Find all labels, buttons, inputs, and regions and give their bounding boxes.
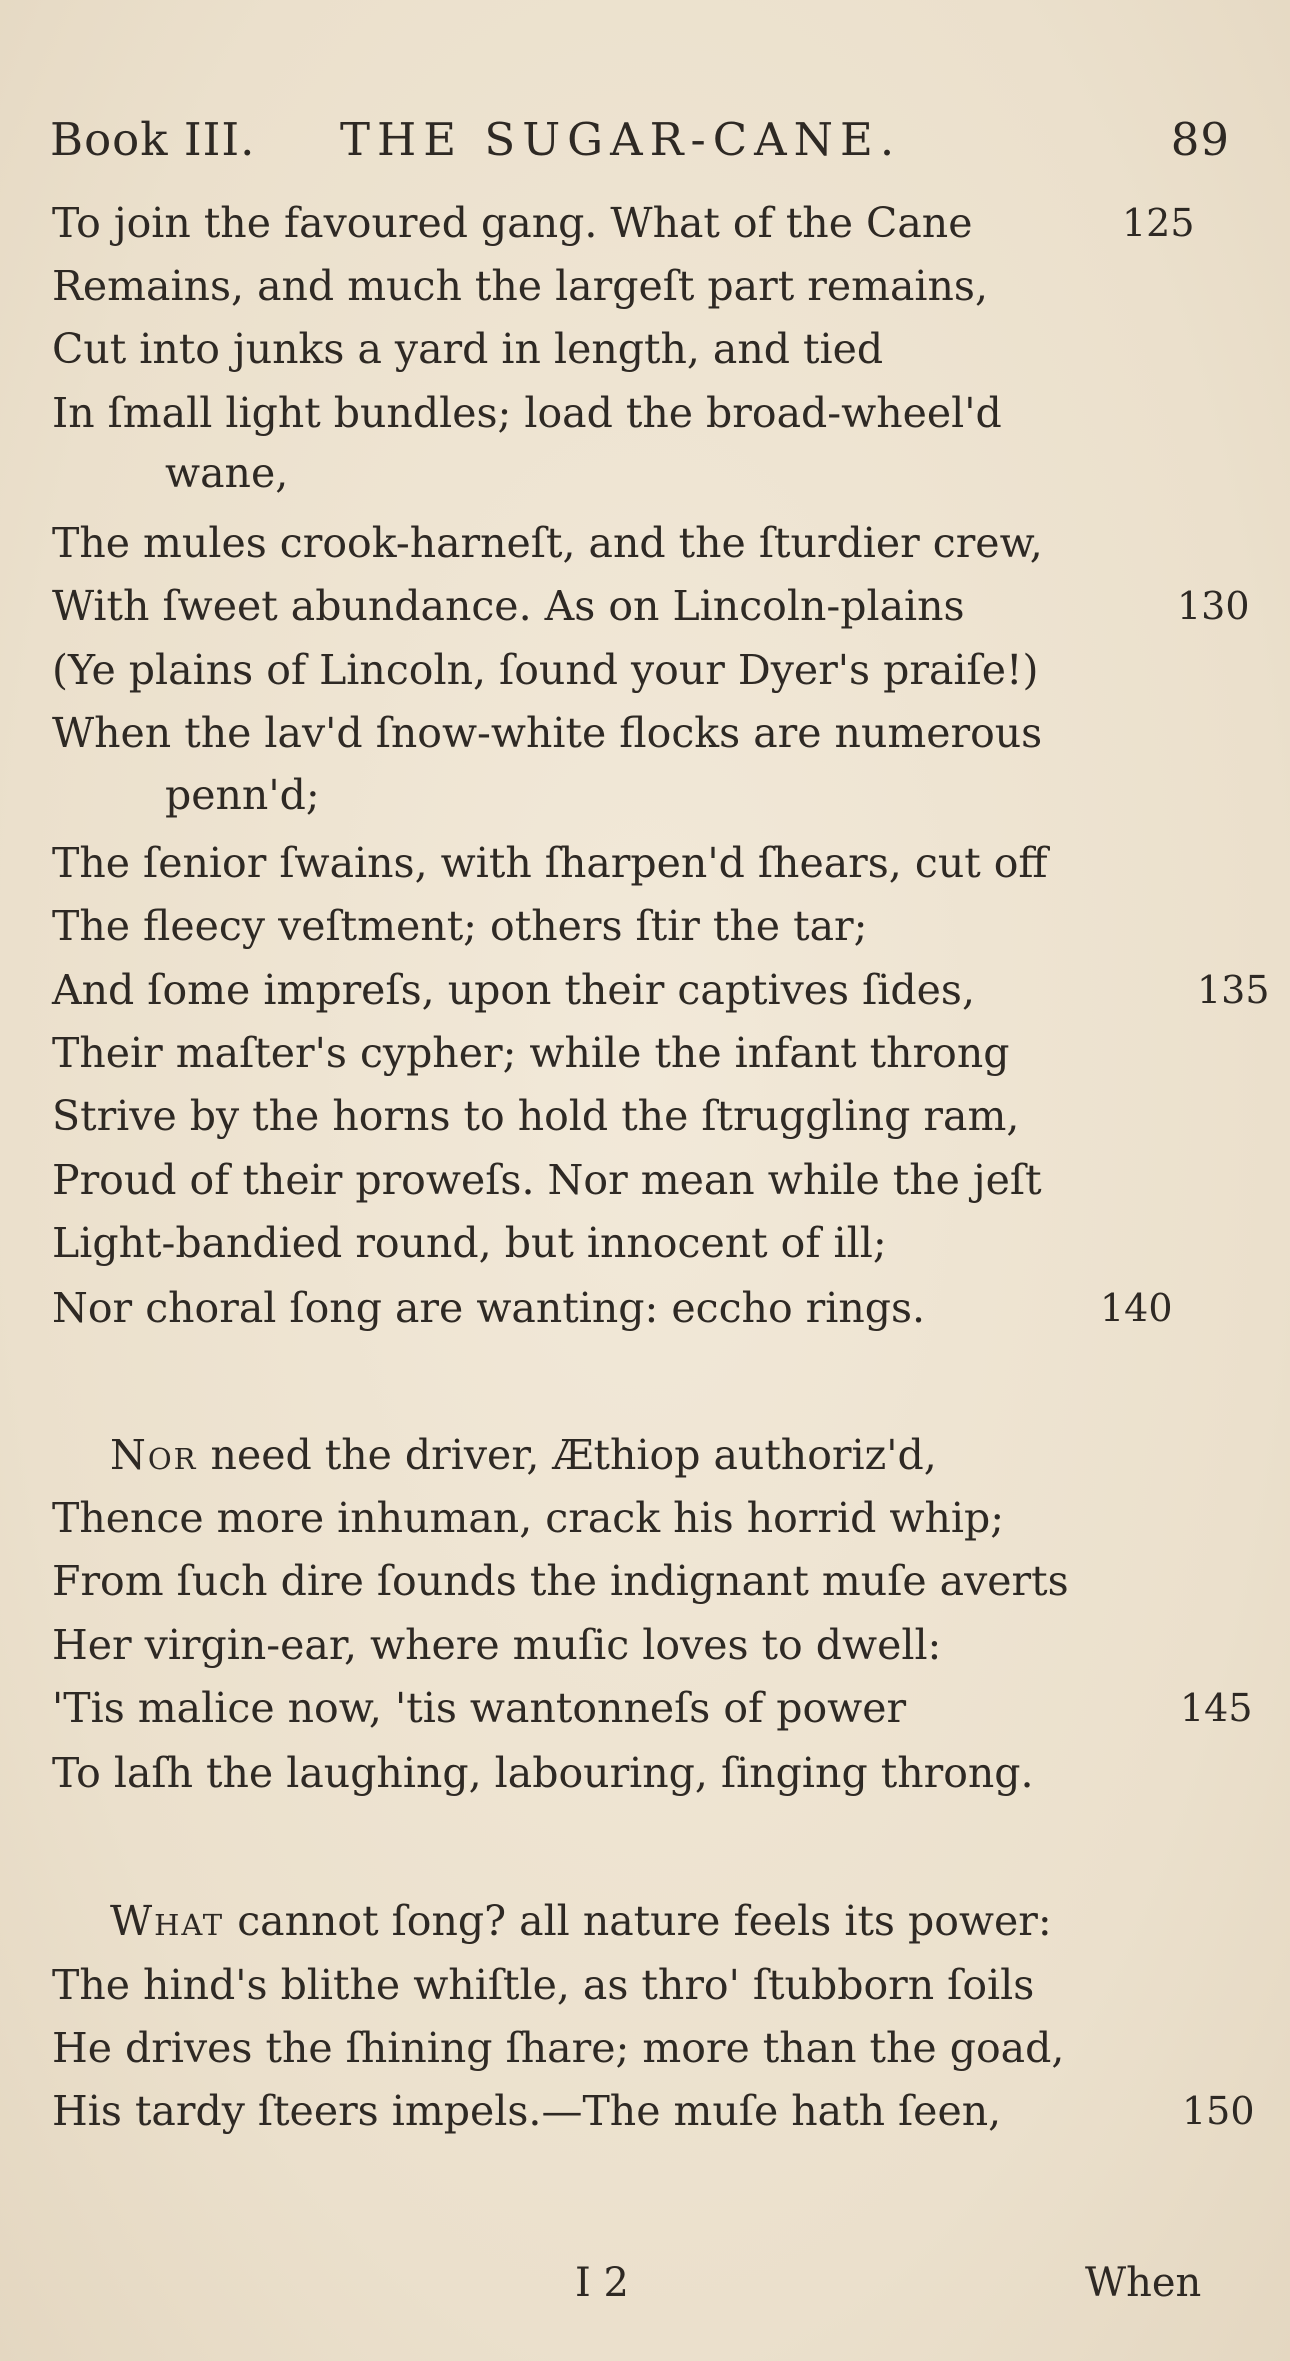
verse-line: The mules crook-harneſt, and the ſturdier crew, [52, 519, 1043, 567]
verse-line-continuation: wane, [165, 449, 289, 497]
verse-line-paragraph-start: What cannot ſong? all nature feels its power: [110, 1897, 1052, 1945]
signature-mark: I 2 [575, 2260, 629, 2306]
page-number: 89 [1170, 113, 1230, 166]
verse-line: From ſuch dire ſounds the indignant muſe averts [52, 1557, 1069, 1605]
verse-line-continuation: penn'd; [165, 771, 320, 819]
running-head [50, 110, 1230, 170]
verse-line: Remains, and much the largeſt part remains, [52, 262, 988, 310]
line-number: 125 [1122, 201, 1195, 245]
line-number: 135 [1197, 968, 1270, 1012]
verse-line: Cut into junks a yard in length, and tied [52, 325, 884, 373]
verse-line: Thence more inhuman, crack his horrid whip; [52, 1494, 1005, 1542]
drop-word: Nor [110, 1431, 198, 1479]
verse-line: And ſome impreſs, upon their captives ſides, 135 [52, 962, 1232, 1018]
drop-word: What [110, 1897, 225, 1945]
running-head-title: THE SUGAR-CANE. [340, 113, 902, 166]
verse-line: He drives the ſhining ſhare; more than the goad, [52, 2024, 1065, 2072]
verse-line: Proud of their proweſs. Nor mean while the jeſt [52, 1156, 1042, 1204]
verse-line: The hind's blithe whiſtle, as thro' ſtubborn ſoils [52, 1961, 1035, 2009]
line-number: 150 [1182, 2089, 1255, 2133]
verse-line: Her virgin-ear, where muſic loves to dwell: [52, 1621, 942, 1669]
catchword: When [1085, 2260, 1202, 2306]
line-number: 140 [1100, 1286, 1173, 1330]
verse-line: Strive by the horns to hold the ſtruggling ram, [52, 1092, 1020, 1140]
verse-line: The fleecy veſtment; others ſtir the tar; [52, 902, 868, 950]
verse-line: 'Tis malice now, 'tis wantonneſs of power 145 [52, 1680, 1232, 1736]
line-number: 130 [1177, 584, 1250, 628]
verse-line: The ſenior ſwains, with ſharpen'd ſhears, cut off [52, 839, 1048, 887]
verse-line: (Ye plains of Lincoln, ſound your Dyer's praiſe!) [52, 646, 1039, 694]
line-number: 145 [1180, 1686, 1253, 1730]
verse-line: To join the favoured gang. What of the Cane 125 [52, 195, 1232, 251]
verse-line: In ſmall light bundles; load the broad-wheel'd [52, 389, 1002, 437]
verse-line: With ſweet abundance. As on Lincoln-plains 130 [52, 578, 1232, 634]
verse-line: His tardy ſteers impels.—The muſe hath ſeen, 150 [52, 2083, 1232, 2139]
verse-line: Light-bandied round, but innocent of ill; [52, 1219, 887, 1267]
verse-line: Their maſter's cypher; while the infant throng [52, 1029, 1010, 1077]
verse-line-paragraph-start: Nor need the driver, Æthiop authoriz'd, [110, 1431, 937, 1479]
verse-line: Nor choral ſong are wanting: eccho rings. 140 [52, 1280, 1232, 1336]
running-head-book: Book III. [50, 113, 256, 166]
verse-line: When the lav'd ſnow-white flocks are numerous [52, 709, 1043, 757]
verse-line: To laſh the laughing, labouring, ſinging throng. [52, 1749, 1034, 1797]
